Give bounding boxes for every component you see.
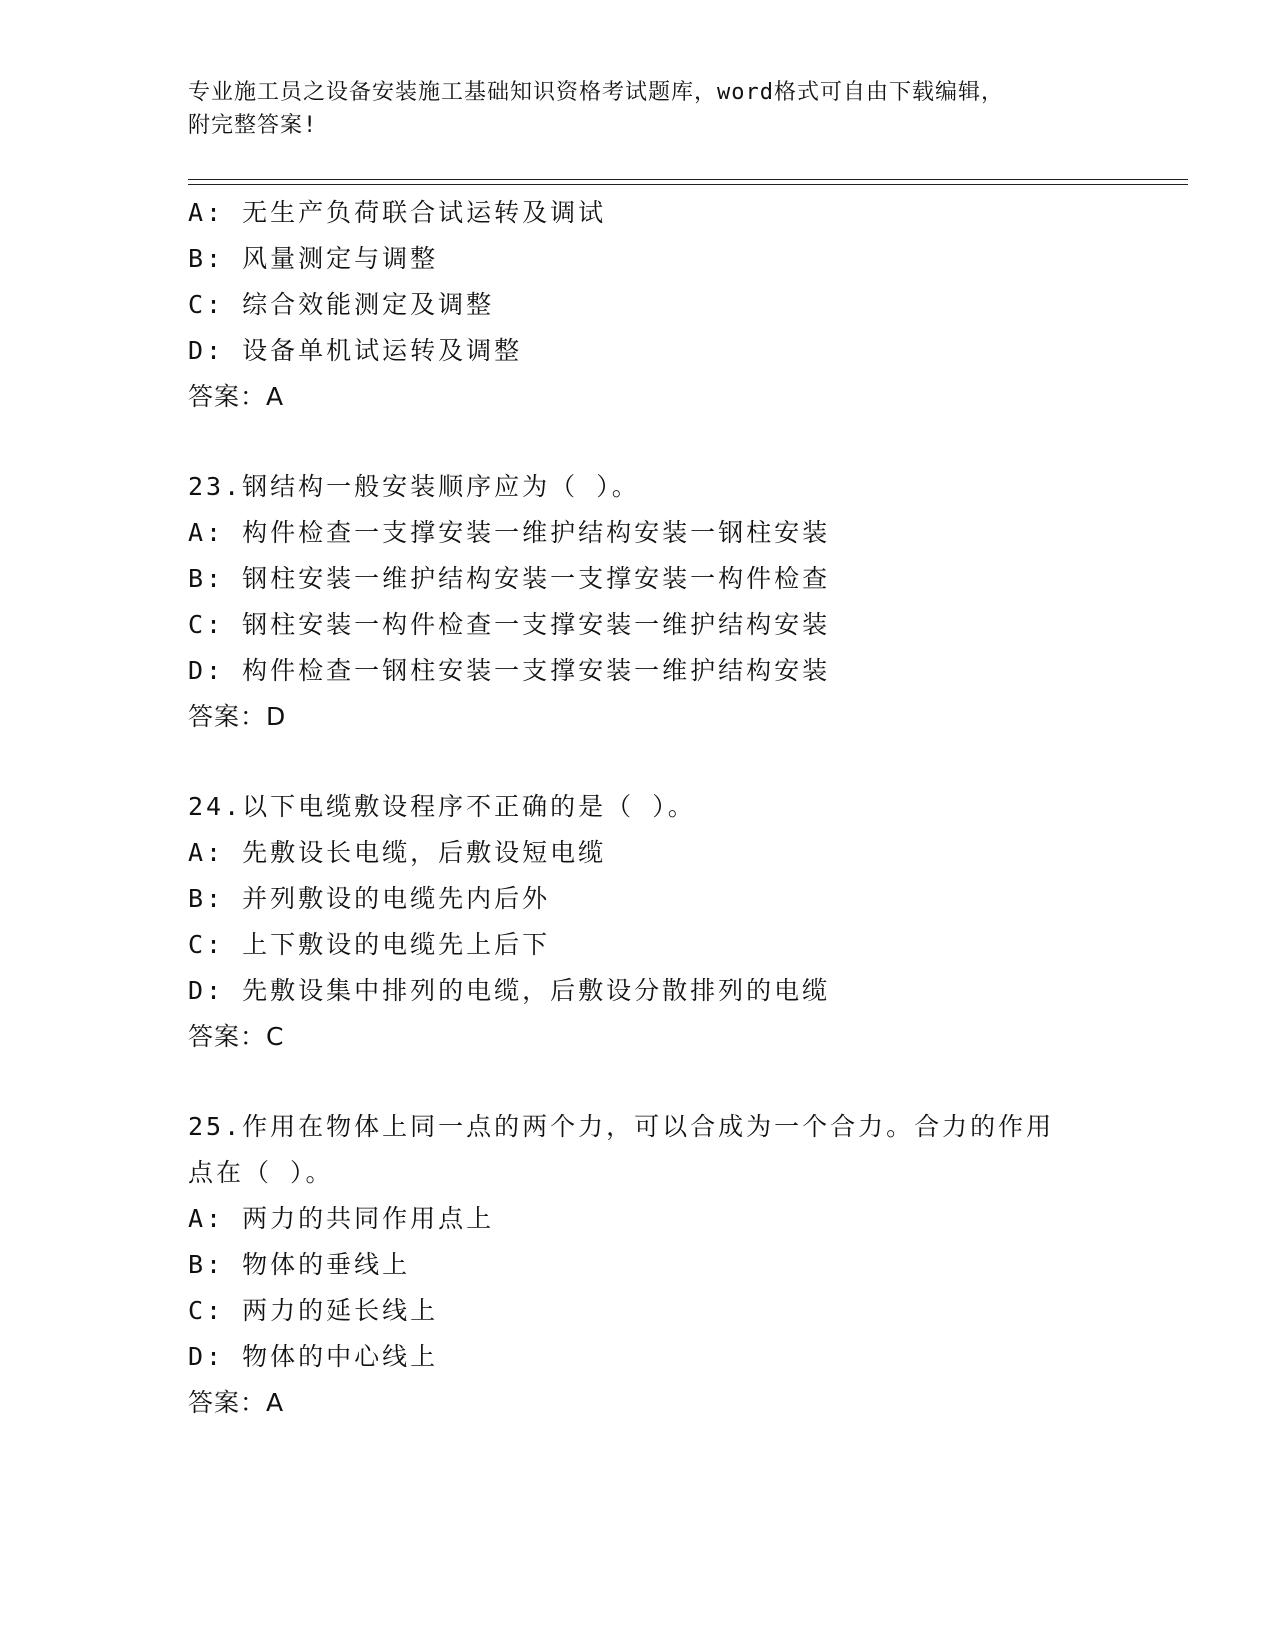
- option-d: D: 物体的中心线上: [188, 1342, 439, 1371]
- option-b: B: 物体的垂线上: [188, 1250, 411, 1279]
- question-stem: 23.钢结构一般安装顺序应为（ ）。: [188, 472, 640, 501]
- option-a: A: 先敷设长电缆，后敷设短电缆: [188, 838, 607, 867]
- option-b: B: 风量测定与调整: [188, 244, 439, 273]
- option-a: A: 构件检查一支撑安装一维护结构安装一钢柱安装: [188, 518, 831, 547]
- header-divider-top: [188, 179, 1188, 180]
- answer-line: 答案：C: [188, 1022, 285, 1051]
- option-a: A: 两力的共同作用点上: [188, 1204, 495, 1233]
- document-header: [188, 76, 1068, 142]
- answer-line: 答案：D: [188, 702, 287, 731]
- header-divider-bottom: [188, 184, 1188, 185]
- header-line-1: 专业施工员之设备安装施工基础知识资格考试题库，word格式可自由下载编辑，: [188, 80, 1004, 105]
- header-line-2: 附完整答案!: [188, 113, 318, 138]
- option-c: C: 综合效能测定及调整: [188, 290, 495, 319]
- question-24: [188, 784, 1188, 1060]
- question-stem: 24.以下电缆敷设程序不正确的是（ ）。: [188, 792, 696, 821]
- option-d: D: 构件检查一钢柱安装一支撑安装一维护结构安装: [188, 656, 831, 685]
- option-b: B: 钢柱安装一维护结构安装一支撑安装一构件检查: [188, 564, 831, 593]
- question-22: [188, 190, 1188, 420]
- option-d: D: 设备单机试运转及调整: [188, 336, 523, 365]
- option-c: C: 两力的延长线上: [188, 1296, 439, 1325]
- answer-line: 答案：A: [188, 382, 285, 411]
- question-stem-line-1: 25.作用在物体上同一点的两个力，可以合成为一个合力。合力的作用: [188, 1112, 1055, 1141]
- answer-line: 答案：A: [188, 1388, 285, 1417]
- option-b: B: 并列敷设的电缆先内后外: [188, 884, 551, 913]
- option-c: C: 钢柱安装一构件检查一支撑安装一维护结构安装: [188, 610, 831, 639]
- question-25: [188, 1104, 1188, 1426]
- question-23: [188, 464, 1188, 740]
- question-stem-line-2: 点在（ ）。: [188, 1158, 334, 1187]
- option-d: D: 先敷设集中排列的电缆，后敷设分散排列的电缆: [188, 976, 831, 1005]
- option-a: A: 无生产负荷联合试运转及调试: [188, 198, 607, 227]
- question-list: [188, 190, 1188, 1426]
- option-c: C: 上下敷设的电缆先上后下: [188, 930, 551, 959]
